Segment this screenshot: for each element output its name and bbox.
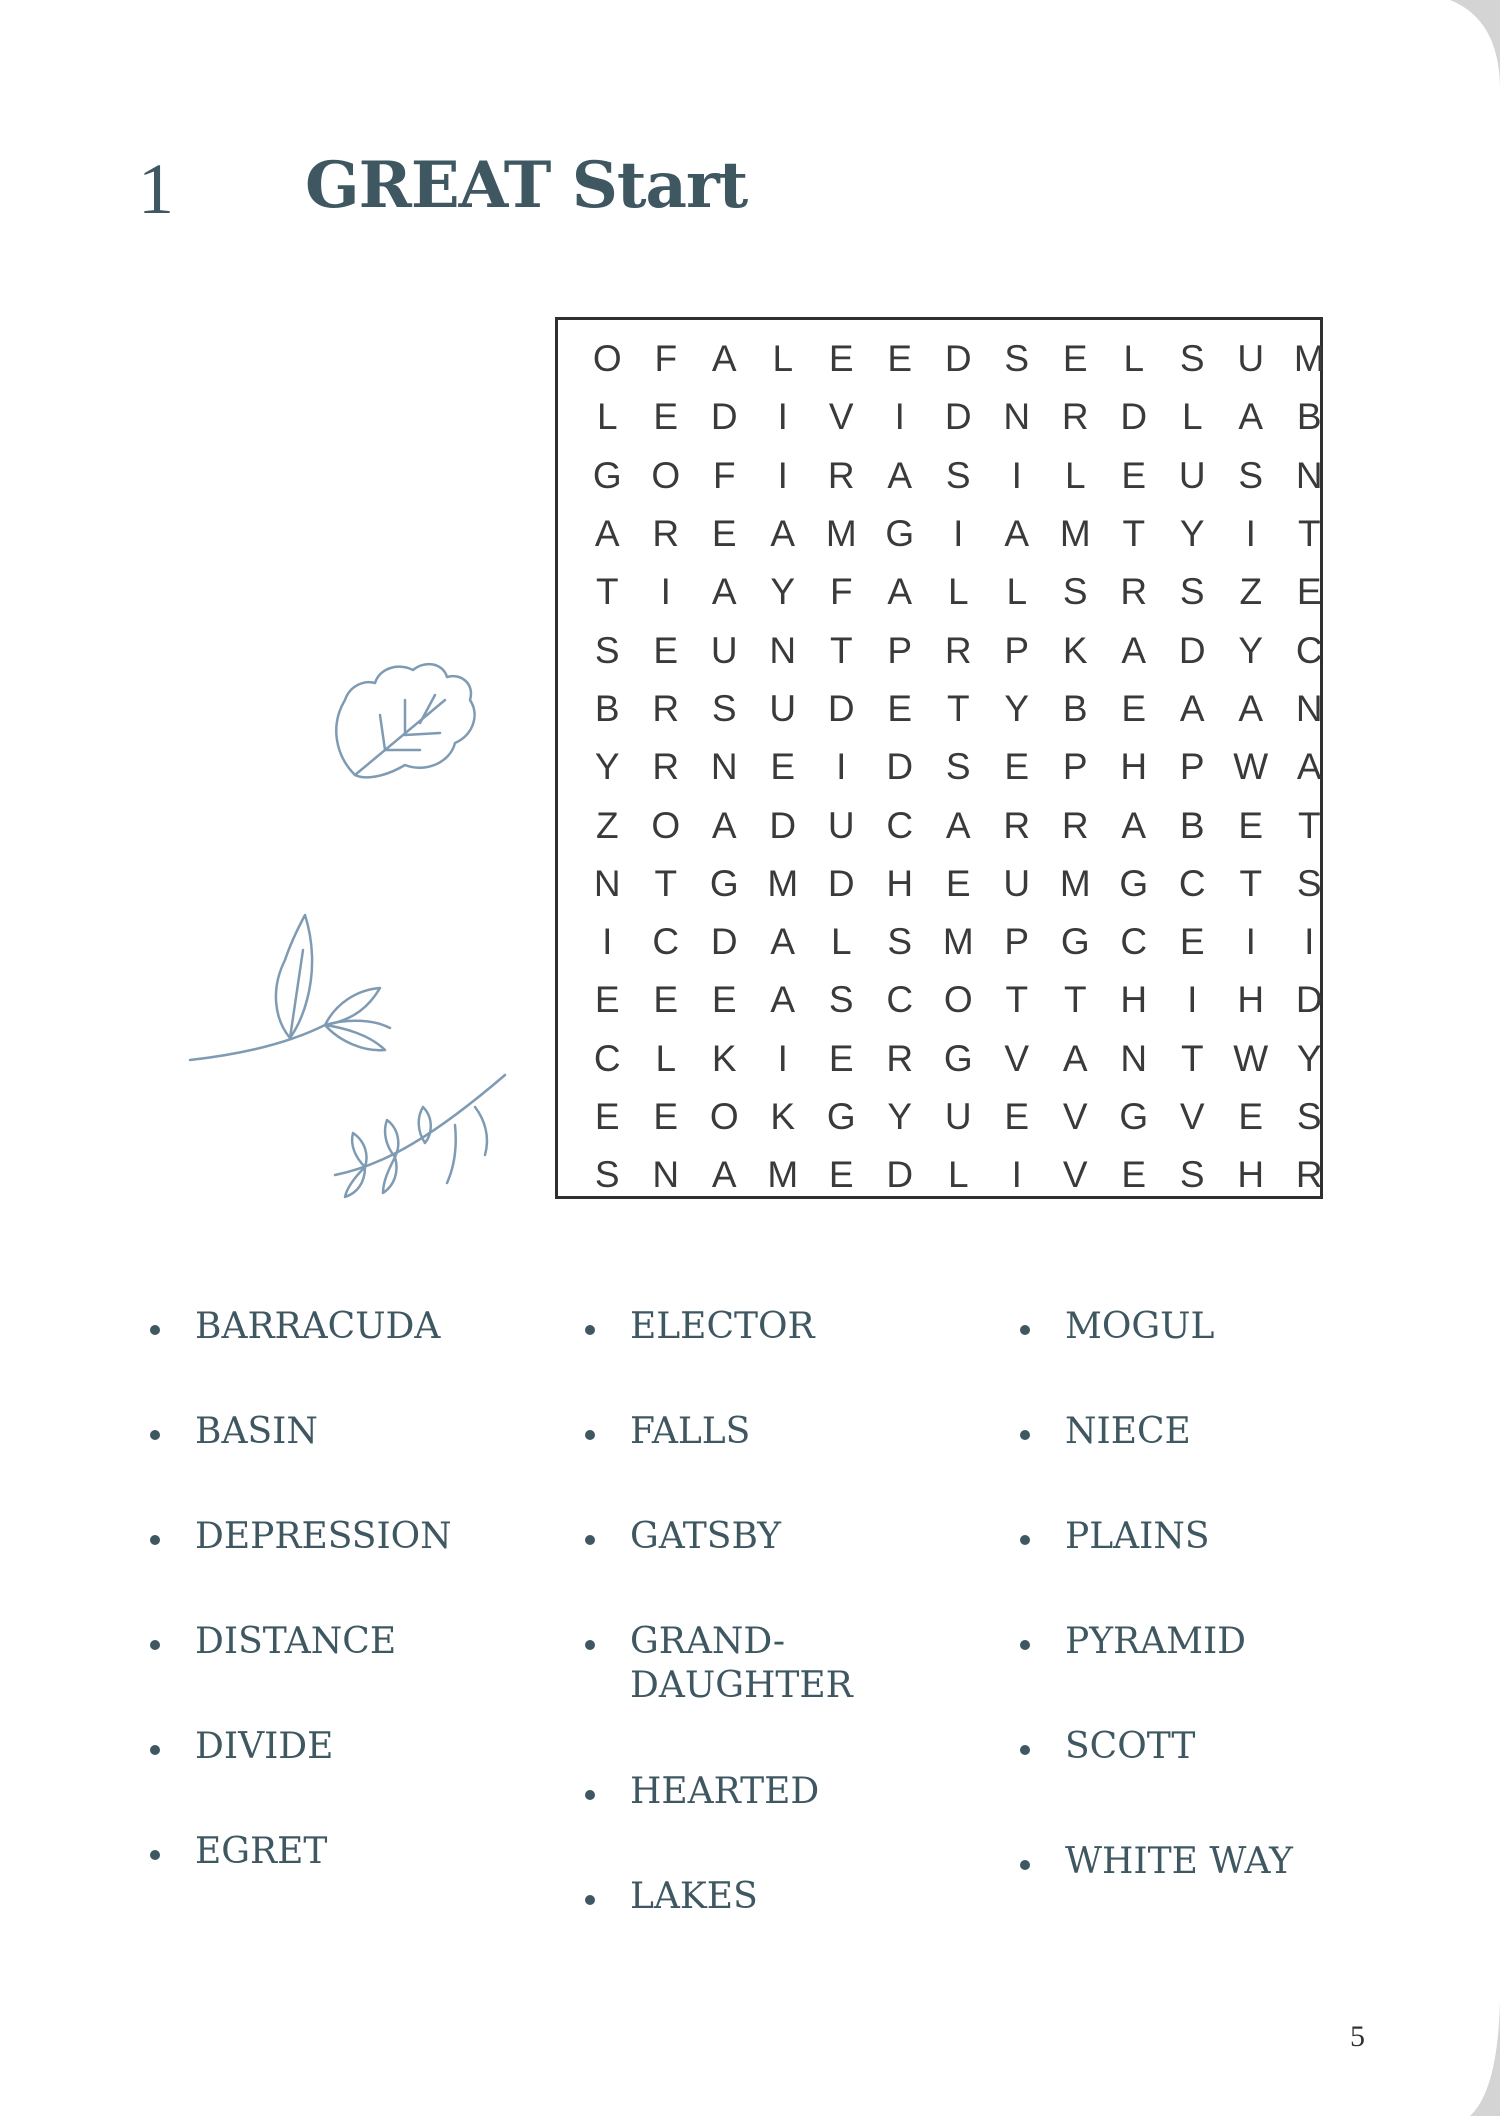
grid-letter: P xyxy=(1179,746,1205,788)
grid-letter: E xyxy=(653,396,679,438)
word-text: FALLS xyxy=(630,1411,751,1452)
grid-letter: E xyxy=(887,338,913,380)
word-text: PYRAMID xyxy=(1065,1621,1247,1662)
grid-letter: U xyxy=(944,1096,972,1137)
grid-letter: M xyxy=(1059,513,1091,555)
grid-letter: D xyxy=(710,921,738,963)
round-leaf-icon xyxy=(325,655,485,795)
grid-letter: E xyxy=(594,1096,620,1137)
grid-letter: T xyxy=(1063,979,1087,1021)
grid-letter: E xyxy=(1121,687,1147,729)
grid-letter: E xyxy=(1004,1096,1030,1137)
grid-letter: T xyxy=(654,862,678,904)
grid-letter: E xyxy=(1121,454,1147,496)
word-text: HEARTED xyxy=(630,1771,820,1812)
grid-letter: D xyxy=(827,687,855,729)
grid-letter: P xyxy=(1004,629,1030,671)
bullet-icon xyxy=(585,1790,595,1800)
grid-letter: V xyxy=(1004,1037,1030,1079)
word-search-grid xyxy=(555,317,1323,1199)
grid-letter: A xyxy=(887,454,913,496)
grid-letter: R xyxy=(1003,804,1031,846)
word-text: SCOTT xyxy=(1065,1726,1196,1767)
grid-letter: V xyxy=(1062,1154,1088,1196)
grid-letter: E xyxy=(887,687,913,729)
grid-letter: D xyxy=(944,396,972,438)
grid-letter: B xyxy=(1062,687,1088,729)
grid-letter: A xyxy=(1062,1037,1088,1079)
grid-letter: O xyxy=(943,979,973,1021)
grid-letter: E xyxy=(828,338,854,380)
grid-letter: U xyxy=(1237,338,1265,380)
word-text: ELECTOR xyxy=(630,1306,815,1347)
grid-letter: I xyxy=(836,746,847,788)
grid-letter: O xyxy=(651,804,681,846)
grid-letter: M xyxy=(942,921,974,963)
grid-letter: G xyxy=(1060,921,1090,963)
grid-letter: F xyxy=(654,338,678,380)
grid-letter: S xyxy=(1238,454,1264,496)
bullet-icon xyxy=(150,1850,160,1860)
grid-letter: E xyxy=(594,979,620,1021)
grid-letter: G xyxy=(943,1037,973,1079)
grid-letter: R xyxy=(827,454,855,496)
word-text: WHITE WAY xyxy=(1065,1841,1293,1882)
grid-letter: H xyxy=(1237,979,1265,1021)
grid-letter: R xyxy=(886,1037,914,1079)
grid-letter: R xyxy=(944,629,972,671)
word-text: BASIN xyxy=(195,1411,318,1452)
grid-letter: S xyxy=(594,629,620,671)
grid-letter: S xyxy=(1004,338,1030,380)
grid-letter: E xyxy=(653,979,679,1021)
grid-letter: E xyxy=(653,629,679,671)
grid-letter: B xyxy=(1296,396,1322,438)
grid-letter: Y xyxy=(1296,1037,1322,1079)
bullet-icon xyxy=(150,1535,160,1545)
grid-letter: G xyxy=(1119,1096,1149,1137)
grid-letter: T xyxy=(1297,513,1321,555)
word-text: EGRET xyxy=(195,1831,328,1872)
grid-letter: S xyxy=(828,979,854,1021)
grid-letter: W xyxy=(1233,746,1269,788)
grid-letter: C xyxy=(1295,629,1323,671)
grid-letter: Y xyxy=(594,746,620,788)
grid-letter: N xyxy=(652,1154,680,1196)
grid-letter: R xyxy=(1120,571,1148,613)
grid-letter: L xyxy=(830,921,852,963)
grid-letter: C xyxy=(886,979,914,1021)
grid-letter: D xyxy=(710,396,738,438)
grid-letter: S xyxy=(1179,571,1205,613)
bullet-icon xyxy=(1020,1325,1030,1335)
grid-letter: E xyxy=(1004,746,1030,788)
grid-letter: V xyxy=(1062,1096,1088,1137)
grid-letter: N xyxy=(769,629,797,671)
grid-letter: I xyxy=(894,396,905,438)
grid-letter: U xyxy=(827,804,855,846)
grid-letter: F xyxy=(712,454,736,496)
grid-letter: E xyxy=(653,1096,679,1137)
grid-letter: E xyxy=(1296,571,1322,613)
grid-letter: D xyxy=(886,746,914,788)
grid-letter: L xyxy=(596,396,618,438)
grid-letter: A xyxy=(711,1154,737,1196)
grid-letter: G xyxy=(885,513,915,555)
grid-letter: G xyxy=(826,1096,856,1137)
grid-letter: P xyxy=(1062,746,1088,788)
grid-letter: A xyxy=(711,571,737,613)
grid-letter: S xyxy=(887,921,913,963)
bullet-icon xyxy=(585,1535,595,1545)
grid-letter: E xyxy=(711,513,737,555)
word-text: GATSBY xyxy=(630,1516,782,1557)
grid-letter: G xyxy=(1119,862,1149,904)
grid-letter: T xyxy=(1180,1037,1204,1079)
grid-letter: R xyxy=(1061,396,1089,438)
grid-letter: O xyxy=(592,338,622,380)
grid-letter: L xyxy=(1181,396,1203,438)
grid-letter: C xyxy=(886,804,914,846)
grid-letter: A xyxy=(711,804,737,846)
word-text: BARRACUDA xyxy=(195,1306,441,1347)
word-text: NIECE xyxy=(1065,1411,1191,1452)
grid-letter: M xyxy=(767,862,799,904)
page-number: 5 xyxy=(1350,2020,1365,2053)
word-text: LAKES xyxy=(630,1876,758,1917)
grid-letter: S xyxy=(1179,338,1205,380)
grid-letter: A xyxy=(770,921,796,963)
grid-letter: I xyxy=(660,571,671,613)
grid-letter: R xyxy=(1295,1154,1323,1196)
grid-letter: T xyxy=(595,571,619,613)
grid-letter: Z xyxy=(595,804,619,846)
grid-letter: B xyxy=(1179,804,1205,846)
grid-letter: E xyxy=(1238,1096,1264,1137)
grid-letter: D xyxy=(1120,396,1148,438)
grid-letter: D xyxy=(1295,979,1323,1021)
grid-letter: L xyxy=(947,1154,969,1196)
grid-letter: D xyxy=(944,338,972,380)
bullet-icon xyxy=(1020,1535,1030,1545)
grid-letter: I xyxy=(777,454,788,496)
grid-letter: M xyxy=(1059,862,1091,904)
bullet-icon xyxy=(150,1325,160,1335)
grid-letter: D xyxy=(886,1154,914,1196)
grid-letter: R xyxy=(652,746,680,788)
grid-letter: U xyxy=(769,687,797,729)
grid-letter: C xyxy=(1178,862,1206,904)
grid-letter: T xyxy=(1122,513,1146,555)
grid-letter: U xyxy=(710,629,738,671)
bullet-icon xyxy=(585,1325,595,1335)
grid-letter: I xyxy=(777,1037,788,1079)
grid-letter: I xyxy=(1011,1154,1022,1196)
bullet-icon xyxy=(1020,1640,1030,1650)
grid-letter: G xyxy=(709,862,739,904)
word-text: PLAINS xyxy=(1065,1516,1210,1557)
grid-letter: L xyxy=(1006,571,1028,613)
grid-letter: H xyxy=(1120,746,1148,788)
grid-letter: S xyxy=(1296,862,1322,904)
grid-letter: C xyxy=(593,1037,621,1079)
grid-letter: Z xyxy=(1239,571,1263,613)
grid-letter: A xyxy=(1121,804,1147,846)
bullet-icon xyxy=(150,1745,160,1755)
grid-letter: S xyxy=(711,687,737,729)
grid-letter: A xyxy=(887,571,913,613)
grid-letter: U xyxy=(1178,454,1206,496)
grid-letter: K xyxy=(770,1096,796,1137)
grid-letter: R xyxy=(652,687,680,729)
grid-letter: E xyxy=(945,862,971,904)
grid-letter: E xyxy=(828,1154,854,1196)
grid-letter: S xyxy=(1179,1154,1205,1196)
grid-letter: W xyxy=(1233,1037,1269,1079)
bullet-icon xyxy=(585,1895,595,1905)
grid-letter: A xyxy=(945,804,971,846)
grid-letter: E xyxy=(1179,921,1205,963)
sprig-icon xyxy=(325,1065,515,1205)
grid-letter: Y xyxy=(887,1096,913,1137)
word-text: MOGUL xyxy=(1065,1306,1215,1347)
grid-letter: K xyxy=(711,1037,737,1079)
word-text: DIVIDE xyxy=(195,1726,334,1767)
grid-letter: T xyxy=(829,629,853,671)
grid-letter: A xyxy=(1004,513,1030,555)
grid-letter: M xyxy=(767,1154,799,1196)
grid-letter: D xyxy=(1178,629,1206,671)
grid-letter: I xyxy=(1011,454,1022,496)
word-text: GRAND- DAUGHTER xyxy=(630,1621,853,1706)
grid-letter: L xyxy=(655,1037,677,1079)
grid-letter: I xyxy=(953,513,964,555)
grid-letter: T xyxy=(1005,979,1029,1021)
grid-letter: A xyxy=(1179,687,1205,729)
grid-letter: Y xyxy=(770,571,796,613)
grid-letter: C xyxy=(652,921,680,963)
grid-letter: Y xyxy=(1238,629,1264,671)
bullet-icon xyxy=(585,1430,595,1440)
grid-letter: E xyxy=(1062,338,1088,380)
grid-letter: L xyxy=(947,571,969,613)
grid-letter: H xyxy=(886,862,914,904)
grid-letter: S xyxy=(594,1154,620,1196)
grid-letter: N xyxy=(1295,687,1323,729)
grid-letter: S xyxy=(1062,571,1088,613)
grid-letter: B xyxy=(594,687,620,729)
grid-letter: F xyxy=(829,571,853,613)
word-text: DEPRESSION xyxy=(195,1516,452,1557)
grid-letter: A xyxy=(770,513,796,555)
page-corner-shadow xyxy=(1410,0,1500,2116)
grid-letter: C xyxy=(1120,921,1148,963)
word-text: DISTANCE xyxy=(195,1621,397,1662)
bullet-icon xyxy=(1020,1430,1030,1440)
grid-letter: U xyxy=(1003,862,1031,904)
grid-letter: V xyxy=(1179,1096,1205,1137)
grid-letter: N xyxy=(1120,1037,1148,1079)
grid-letter: A xyxy=(1296,746,1322,788)
grid-letter: M xyxy=(1293,338,1325,380)
grid-letter: S xyxy=(945,746,971,788)
grid-letter: E xyxy=(770,746,796,788)
grid-letter: R xyxy=(652,513,680,555)
grid-letter: H xyxy=(1237,1154,1265,1196)
bullet-icon xyxy=(1020,1860,1030,1870)
grid-letter: V xyxy=(828,396,854,438)
grid-letter: I xyxy=(1245,921,1256,963)
grid-letter: E xyxy=(828,1037,854,1079)
grid-letter: E xyxy=(711,979,737,1021)
grid-letter: L xyxy=(1064,454,1086,496)
grid-letter: D xyxy=(769,804,797,846)
grid-letter: O xyxy=(709,1096,739,1137)
grid-letter: A xyxy=(594,513,620,555)
grid-letter: T xyxy=(946,687,970,729)
grid-letter: I xyxy=(602,921,613,963)
grid-letter: H xyxy=(1120,979,1148,1021)
grid-letter: Y xyxy=(1179,513,1205,555)
bullet-icon xyxy=(150,1430,160,1440)
grid-letter: A xyxy=(1238,687,1264,729)
puzzle-title: GREAT Start xyxy=(305,148,748,223)
grid-letter: P xyxy=(1004,921,1030,963)
branch-leaf-icon xyxy=(185,910,405,1070)
grid-letter: N xyxy=(593,862,621,904)
grid-letter: A xyxy=(1121,629,1147,671)
grid-letter: A xyxy=(1238,396,1264,438)
grid-letter: A xyxy=(711,338,737,380)
grid-letter: A xyxy=(770,979,796,1021)
grid-letter: I xyxy=(1245,513,1256,555)
grid-letter: E xyxy=(1121,1154,1147,1196)
puzzle-number: 1 xyxy=(138,149,174,229)
grid-letter: L xyxy=(1123,338,1145,380)
bullet-icon xyxy=(585,1640,595,1650)
grid-letter: S xyxy=(945,454,971,496)
grid-letter: I xyxy=(1304,921,1315,963)
grid-letter: D xyxy=(827,862,855,904)
grid-letter: T xyxy=(1239,862,1263,904)
grid-letter: E xyxy=(1238,804,1264,846)
grid-letter: O xyxy=(651,454,681,496)
grid-letter: M xyxy=(825,513,857,555)
grid-letter: S xyxy=(1296,1096,1322,1137)
grid-letter: L xyxy=(772,338,794,380)
bullet-icon xyxy=(1020,1745,1030,1755)
grid-letter: N xyxy=(710,746,738,788)
bullet-icon xyxy=(150,1640,160,1650)
grid-letter: N xyxy=(1003,396,1031,438)
grid-letter: G xyxy=(592,454,622,496)
grid-letter: T xyxy=(1297,804,1321,846)
grid-letter: P xyxy=(887,629,913,671)
grid-letter: K xyxy=(1062,629,1088,671)
grid-letter: I xyxy=(1187,979,1198,1021)
grid-letter: R xyxy=(1061,804,1089,846)
grid-letter: I xyxy=(777,396,788,438)
grid-letter: N xyxy=(1295,454,1323,496)
grid-letter: Y xyxy=(1004,687,1030,729)
